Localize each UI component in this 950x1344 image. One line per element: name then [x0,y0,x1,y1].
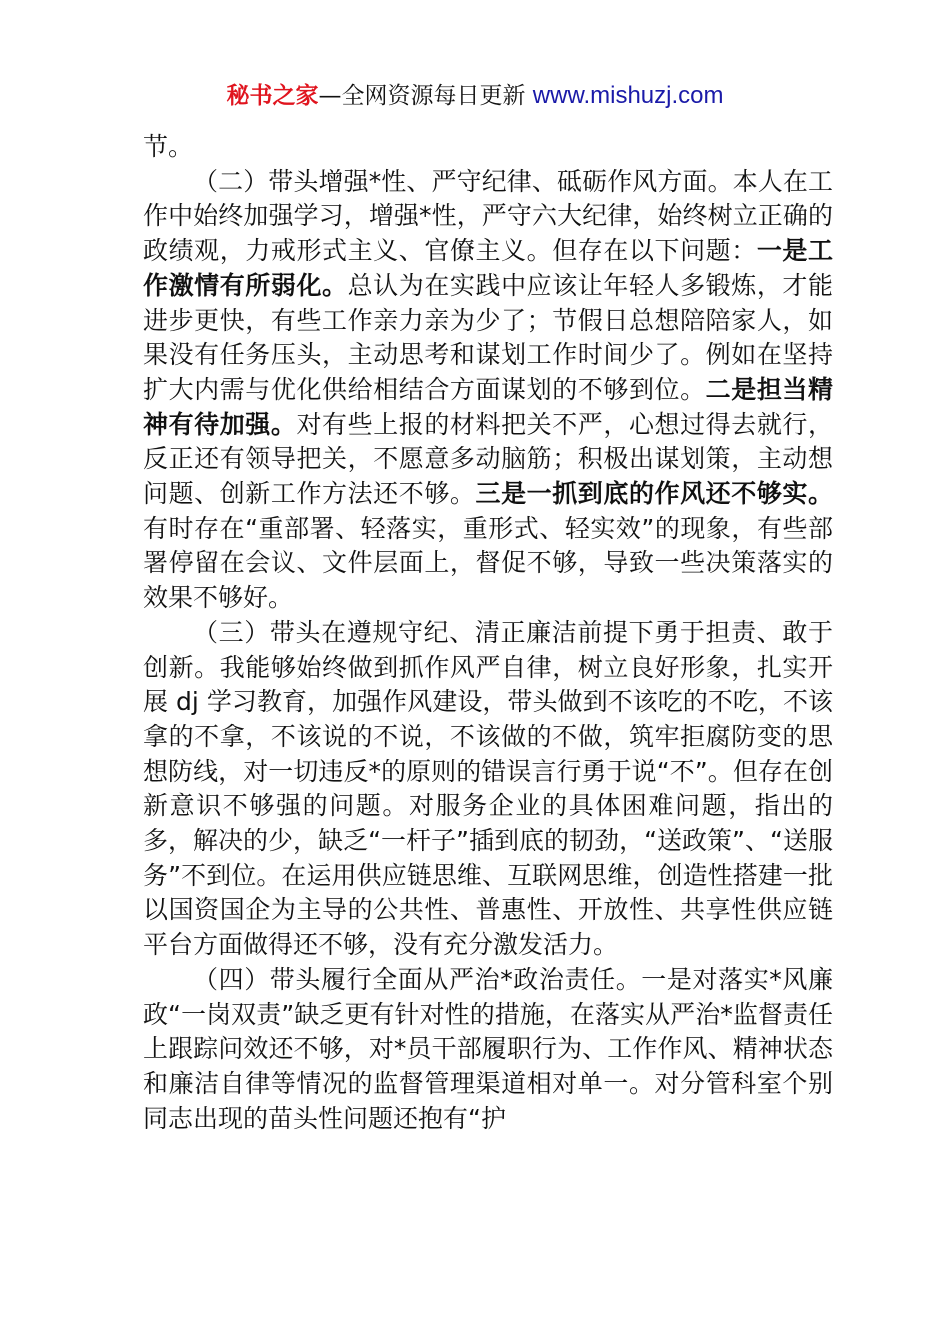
paragraph-text: （四）带头履行全面从严治*政治责任。一是对落实*风廉政“一岗双责”缺乏更有针对性的措施，在落实从严治*监督责任上跟踪问效还不够，对*员干部履职行为、工作作风、精神状态和廉洁自律等情况的监督管理渠道相对单一。对分管科室个别同志出现的苗头性问题还抱有“护 [143,964,833,1133]
site-brand: 秘书之家 [226,83,319,109]
paragraph-text: （二）带头增强*性、严守纪律、砥砺作风方面。本人在工作中始终加强学习，增强*性，严守六大纪律，始终树立正确的政绩观，力戒形式主义、官僚主义。但存在以下问题： [143,166,833,266]
bold-heading-text: 三是一抓到底的作风还不够实。 [475,479,833,509]
paragraph-text: （三）带头在遵规守纪、清正廉洁前提下勇于担责、敢于创新。我能够始终做到抓作风严自律，树立良好形象，扎实开展 dj 学习教育，加强作风建设，带头做到不该吃的不吃，不该拿的不拿，不该说的不说，不该做的不做，筑牢拒腐防变的思想防线，对一切违反*的原则的错误言行勇于说“不”。但存在创新意识不够强的问题。对服务企业的具体困难问题，指出的多，解决的少，缺乏“一杆子”插到底的韧劲，“送政策”、“送服务”不到位。在运用供应链思维、互联网思维，创造性搭建一批以国资国企为主导的公共性、普惠性、开放性、共享性供应链平台方面做得还不够，没有充分激发活力。 [143,617,833,960]
site-tagline: —全网资源每日更新 [318,83,533,109]
document-paragraph [143,963,833,1137]
document-paragraph [143,130,833,165]
document-paragraph [143,165,833,616]
paragraph-text: 对有些上报的材料把关不严，心想过得去就行，反正还有领导把关，不愿意多动脑筋；积极出谋划策，主动想问题、创新工作方法还不够。 [143,409,833,509]
document-paragraph [143,616,833,963]
site-header [0,80,950,112]
bold-heading-text: 二是担当精神有待加强。 [143,374,833,439]
site-url-link[interactable]: www.mishuzj.com [532,82,724,109]
bold-heading-text: 一是工作激情有所弱化。 [143,236,833,300]
paragraph-text: 总认为在实践中应该让年轻人多锻炼，才能进步更快，有些工作亲力亲为少了；节假日总想陪陪家人，如果没有任务压头，主动思考和谋划工作时间少了。例如在坚持扩大内需与优化供给相结合方面谋划的不够到位。 [143,270,833,404]
paragraph-text: 节。 [143,132,194,161]
document-body [143,130,833,1136]
paragraph-text: 有时存在“重部署、轻落实，重形式、轻实效”的现象，有些部署停留在会议、文件层面上，督促不够，导致一些决策落实的效果不够好。 [143,513,833,613]
